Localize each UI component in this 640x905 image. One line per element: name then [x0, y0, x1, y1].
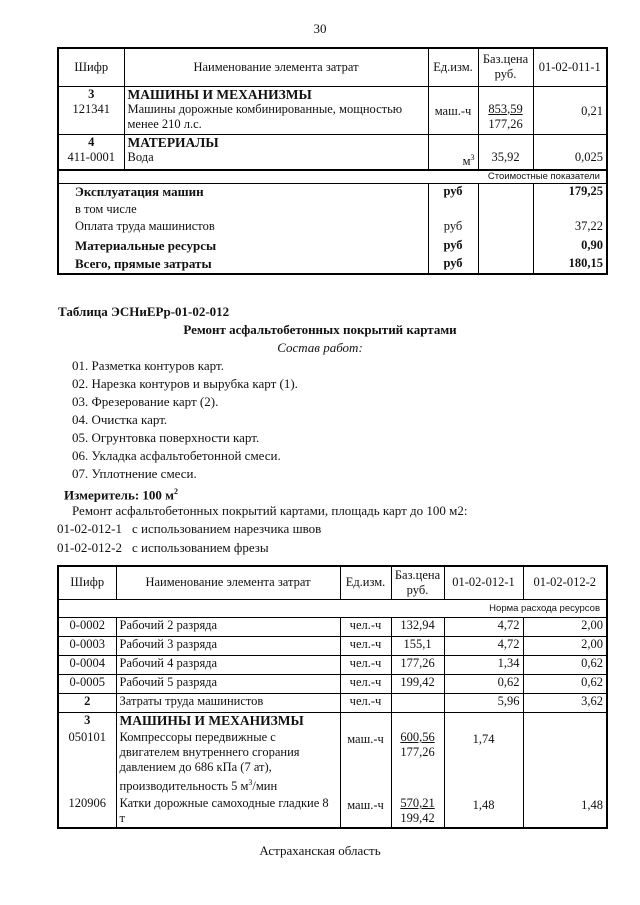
summary-row: Всего, прямые затраты руб 180,15 — [58, 256, 607, 274]
header-code: Шифр — [58, 566, 116, 599]
work-item: 07. Уплотнение смеси. — [72, 466, 197, 481]
header-col2: 01-02-012-2 — [523, 566, 607, 599]
resource-table-012 — [57, 565, 608, 829]
header-code: Шифр — [58, 48, 124, 86]
norm-row: Норма расхода ресурсов — [58, 599, 607, 617]
table-row: 120906 Катки дорожные самоходные гладкие 8 т маш.-ч 570,21 199,42 1,48 1,48 — [58, 796, 607, 828]
description: Ремонт асфальтобетонных покрытий картами, площадь карт до 100 м2: — [72, 503, 468, 518]
table-label: Таблица ЭСНиЕРр-01-02-012 — [58, 304, 230, 319]
table-row: 0-0002 Рабочий 2 разряда чел.-ч 132,94 4,72 2,00 — [58, 617, 607, 636]
table-row: 050101 Компрессоры передвижные с двигателем внутреннего сгорания давлением до 686 кПа (7 ат), производительность 5 $м^3$/мин маш.-ч 600,56 177,26 1,74 — [58, 730, 607, 796]
work-item: 05. Огрунтовка поверхности карт. — [72, 430, 260, 445]
work-item: 06. Укладка асфальтобетонной смеси. — [72, 448, 281, 463]
table-row: 411-0001 Вода $м^3$ 35,92 0,025 — [58, 150, 607, 170]
work-item: 04. Очистка карт. — [72, 412, 168, 427]
resource-table-011 — [57, 47, 608, 275]
work-item: 01. Разметка контуров карт. — [72, 358, 224, 373]
header-unit: Ед.изм. — [428, 48, 478, 86]
header-price: Баз.цена руб. — [478, 48, 533, 86]
section-row: 4 МАТЕРИАЛЫ — [58, 135, 607, 151]
summary-row: Оплата труда машинистов руб 37,22 — [58, 219, 607, 238]
section-title: Ремонт асфальтобетонных покрытий картами — [183, 322, 457, 337]
measure-unit: Измеритель: 100 $м^2$ — [64, 487, 179, 503]
header-col: 01-02-011-1 — [533, 48, 607, 86]
footer-region: Астраханская область — [259, 843, 381, 858]
table-row: 0-0004 Рабочий 4 разряда чел.-ч 177,26 1,34 0,62 — [58, 655, 607, 674]
summary-row: в том числе — [58, 202, 607, 219]
table-row: 2 Затраты труда машинистов чел.-ч 5,96 3,62 — [58, 693, 607, 712]
cost-indicators-row: Стоимостные показатели — [58, 170, 607, 184]
table-row: 0-0005 Рабочий 5 разряда чел.-ч 199,42 0,62 0,62 — [58, 674, 607, 693]
summary-row: Эксплуатация машин руб 179,25 — [58, 184, 607, 202]
header-name: Наименование элемента затрат — [124, 48, 428, 86]
header-price: Баз.цена руб. — [391, 566, 444, 599]
summary-row: Материальные ресурсы руб 0,90 — [58, 238, 607, 256]
section-subtitle: Состав работ: — [277, 340, 363, 355]
table-row: 0-0003 Рабочий 3 разряда чел.-ч 155,1 4,72 2,00 — [58, 636, 607, 655]
work-item: 03. Фрезерование карт (2). — [72, 394, 219, 409]
header-unit: Ед.изм. — [340, 566, 391, 599]
variant-item: 01-02-012-1 с использованием нарезчика швов — [57, 521, 322, 536]
variant-item: 01-02-012-2 с использованием фрезы — [57, 540, 269, 555]
section-row: 3 МАШИНЫ И МЕХАНИЗМЫ — [58, 86, 607, 102]
table-row: 121341 Машины дорожные комбинированные, мощностью менее 210 л.с. маш.-ч 853,59 177,26 0,21 — [58, 102, 607, 135]
section-row: 3 МАШИНЫ И МЕХАНИЗМЫ — [58, 712, 607, 730]
header-name: Наименование элемента затрат — [116, 566, 340, 599]
page-number: 30 — [313, 21, 327, 36]
work-item: 02. Нарезка контуров и вырубка карт (1). — [72, 376, 298, 391]
header-col1: 01-02-012-1 — [444, 566, 523, 599]
